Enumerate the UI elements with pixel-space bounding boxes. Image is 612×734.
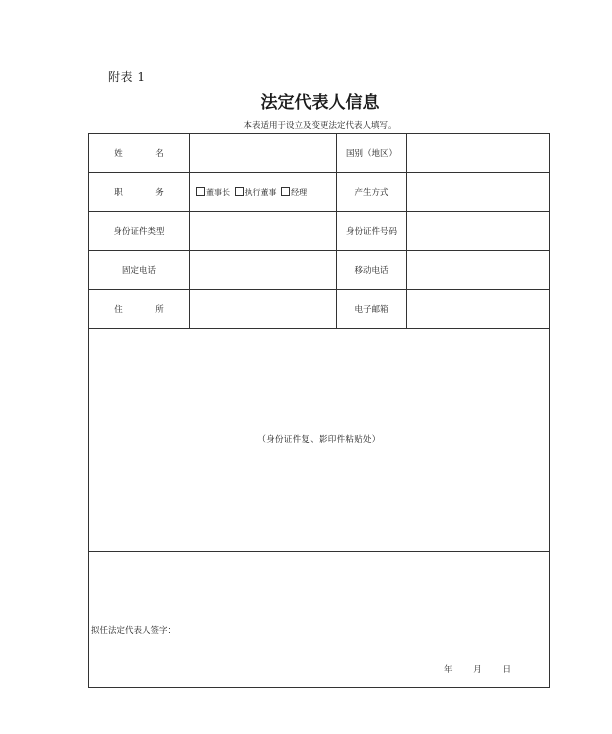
appointment-method-label: 产生方式 xyxy=(337,173,407,212)
id-copy-paste-area xyxy=(89,329,550,552)
nationality-field[interactable] xyxy=(407,134,550,173)
name-field[interactable] xyxy=(190,134,337,173)
signature-date xyxy=(426,663,511,675)
month-label: 月 xyxy=(473,665,482,675)
checkbox-icon xyxy=(281,187,290,196)
id-number-field[interactable] xyxy=(407,212,550,251)
executive-director-checkbox[interactable]: 执行董事 xyxy=(233,188,277,197)
position-options xyxy=(190,173,337,212)
form-title: 法定代表人信息 xyxy=(260,93,380,113)
mobile-field[interactable] xyxy=(407,251,550,290)
mobile-label: 移动电话 xyxy=(337,251,407,290)
landline-field[interactable] xyxy=(190,251,337,290)
form-subtitle: 本表适用于设立及变更法定代表人填写。 xyxy=(243,121,397,131)
address-label: 住 所 xyxy=(89,290,190,329)
table-row xyxy=(89,134,550,173)
table-row xyxy=(89,290,550,329)
manager-checkbox[interactable]: 经理 xyxy=(279,188,307,197)
appointment-method-field[interactable] xyxy=(407,173,550,212)
day-label: 日 xyxy=(502,665,511,675)
year-label: 年 xyxy=(444,665,453,675)
name-label: 姓 名 xyxy=(89,134,190,173)
signature-label: 拟任法定代表人签字： xyxy=(91,625,177,636)
id-number-label: 身份证件号码 xyxy=(337,212,407,251)
position-label: 职 务 xyxy=(89,173,190,212)
legal-representative-table xyxy=(88,133,550,688)
chairman-checkbox[interactable]: 董事长 xyxy=(194,188,230,197)
email-label: 电子邮箱 xyxy=(337,290,407,329)
id-type-field[interactable] xyxy=(190,212,337,251)
email-field[interactable] xyxy=(407,290,550,329)
nationality-label: 国别（地区） xyxy=(337,134,407,173)
landline-label: 固定电话 xyxy=(89,251,190,290)
id-copy-paste-text: （身份证件复、影印件粘贴处） xyxy=(257,435,381,445)
table-row xyxy=(89,173,550,212)
checkbox-icon xyxy=(235,187,244,196)
appendix-label: 附表 1 xyxy=(108,70,146,84)
id-type-label: 身份证件类型 xyxy=(89,212,190,251)
table-row xyxy=(89,329,550,552)
table-row xyxy=(89,212,550,251)
checkbox-icon xyxy=(196,187,205,196)
address-field[interactable] xyxy=(190,290,337,329)
signature-area[interactable] xyxy=(89,552,550,688)
table-row xyxy=(89,251,550,290)
table-row xyxy=(89,552,550,688)
